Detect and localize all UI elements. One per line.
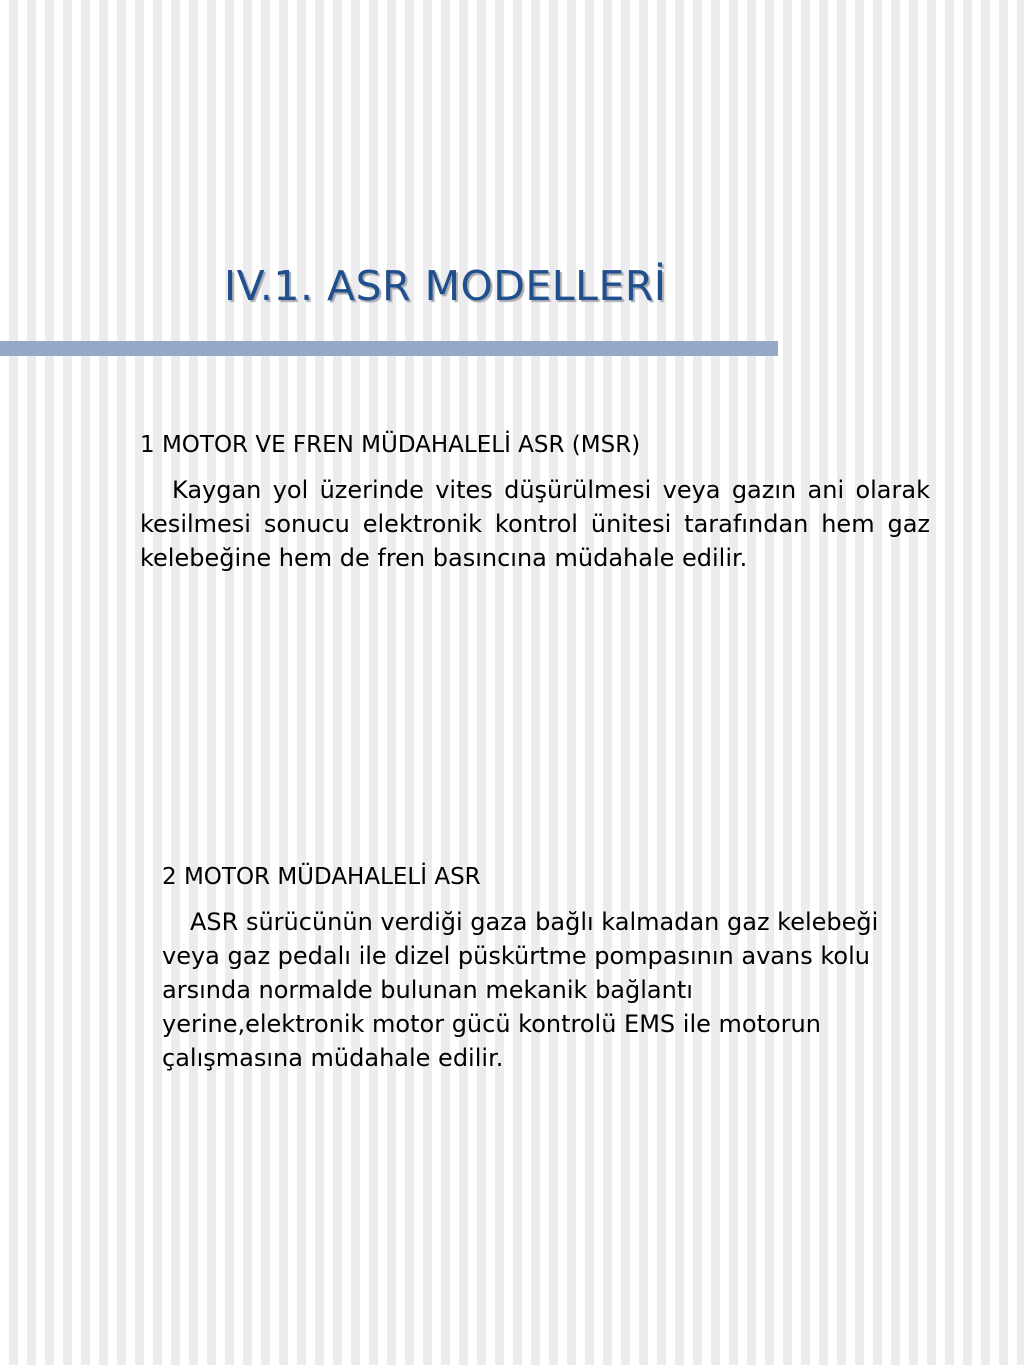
section-heading: 1 MOTOR VE FREN MÜDAHALELİ ASR (MSR): [140, 432, 641, 458]
section-body: ASR sürücünün verdiği gaza bağlı kalmadan gaz kelebeği veya gaz pedalı ile dizel püskürtme pompasının avans kolu arsında normalde bulunan mekanik bağlantı yerine,elektronik motor gücü kontrolü EMS ile motorun çalışmasına müdahale edilir.: [162, 908, 879, 1072]
section-heading: 2 MOTOR MÜDAHALELİ ASR: [162, 864, 481, 890]
title-underline-bar: [0, 341, 778, 356]
section-motor-and-brake-asr: [140, 427, 930, 575]
section-motor-asr: [162, 859, 902, 1075]
section-body: Kaygan yol üzerinde vites düşürülmesi veya gazın ani olarak kesilmesi sonucu elektronik kontrol ünitesi tarafından hem gaz kelebeğine hem de fren basıncına müdahale edilir.: [140, 476, 930, 572]
slide-title: IV.1. ASR MODELLERİ: [224, 262, 667, 310]
